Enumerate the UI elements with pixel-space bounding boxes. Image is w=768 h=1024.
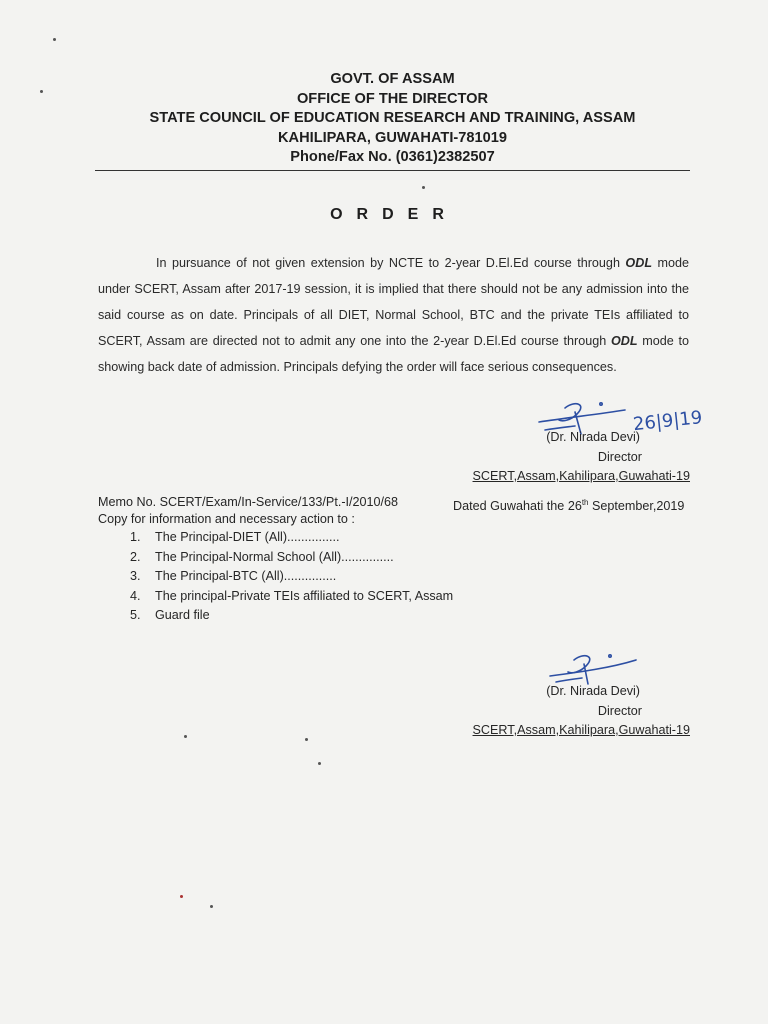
scan-speck — [40, 90, 43, 93]
date-suffix-sup: th — [581, 498, 589, 507]
header-divider — [95, 170, 690, 171]
scan-speck — [305, 738, 308, 741]
order-text-part1: In pursuance of not given extension by NCTE to 2-year D.El.Ed course through — [156, 256, 626, 270]
order-text-part3: mode to showing back date of admission. Principals defying the order will face serious consequences. — [98, 334, 689, 374]
copy-intro: Copy for information and necessary action to : — [98, 512, 355, 526]
signatory-office: SCERT,Assam,Kahilipara,Guwahati-19 — [472, 469, 690, 483]
memo-block — [98, 494, 398, 528]
list-item — [130, 548, 453, 568]
signatory-name: (Dr. Nirada Devi) — [546, 430, 640, 444]
list-item — [130, 528, 453, 548]
header-council: STATE COUNCIL OF EDUCATION RESEARCH AND TRAINING, ASSAM — [149, 110, 636, 126]
scan-speck — [184, 735, 187, 738]
order-text-part2: mode under SCERT, Assam after 2017-19 session, it is implied that there should not be any admission into the said course as on date. Principals of all DIET, Normal School, BTC and the private TEIs affiliated to SCERT, Assam are directed not to admit any one into the 2-year D.El.Ed course through — [98, 256, 689, 348]
odl-emphasis-2: ODL — [610, 334, 638, 348]
scan-speck — [210, 905, 213, 908]
signatory-block-1 — [450, 428, 690, 487]
list-item — [130, 567, 453, 587]
list-number: 1. — [130, 530, 141, 544]
date-prefix: Dated Guwahati the 26 — [453, 499, 582, 514]
memo-number: Memo No. SCERT/Exam/In-Service/133/Pt.-I/2010/68 — [98, 495, 399, 509]
scan-speck — [53, 38, 56, 41]
list-item — [130, 587, 453, 607]
odl-emphasis-1: ODL — [625, 256, 653, 270]
list-number: 2. — [130, 549, 141, 564]
list-text: The Principal-DIET (All)............... — [155, 530, 340, 544]
signatory-office: SCERT,Assam,Kahilipara,Guwahati-19 — [472, 723, 690, 737]
list-number: 4. — [130, 588, 141, 603]
recipient-list — [130, 528, 453, 626]
order-body — [98, 250, 689, 380]
list-text: The Principal-Normal School (All)............... — [155, 549, 394, 564]
scan-speck — [422, 186, 425, 189]
order-title: ORDER — [330, 206, 458, 223]
letterhead — [95, 70, 690, 168]
header-phone: Phone/Fax No. (0361)2382507 — [290, 149, 495, 165]
header-govt: GOVT. OF ASSAM — [330, 71, 455, 87]
signatory-name: (Dr. Nirada Devi) — [546, 684, 640, 698]
handwritten-date: 26|9|19 — [632, 407, 704, 436]
header-office: OFFICE OF THE DIRECTOR — [296, 90, 489, 107]
list-text: The Principal-BTC (All)............... — [155, 569, 337, 583]
header-address: KAHILIPARA, GUWAHATI-781019 — [278, 129, 507, 146]
list-text: Guard file — [155, 608, 210, 622]
scan-speck — [180, 895, 183, 898]
list-item — [130, 606, 453, 626]
signatory-block-2 — [450, 682, 690, 741]
date-month-year: September,2019 — [588, 499, 685, 514]
list-number: 3. — [130, 569, 141, 583]
list-number: 5. — [130, 608, 141, 622]
scan-speck — [318, 762, 321, 765]
signatory-designation: Director — [597, 703, 642, 718]
signatory-designation: Director — [597, 449, 642, 464]
memo-date — [453, 494, 684, 515]
list-text: The principal-Private TEIs affiliated to SCERT, Assam — [155, 588, 454, 603]
